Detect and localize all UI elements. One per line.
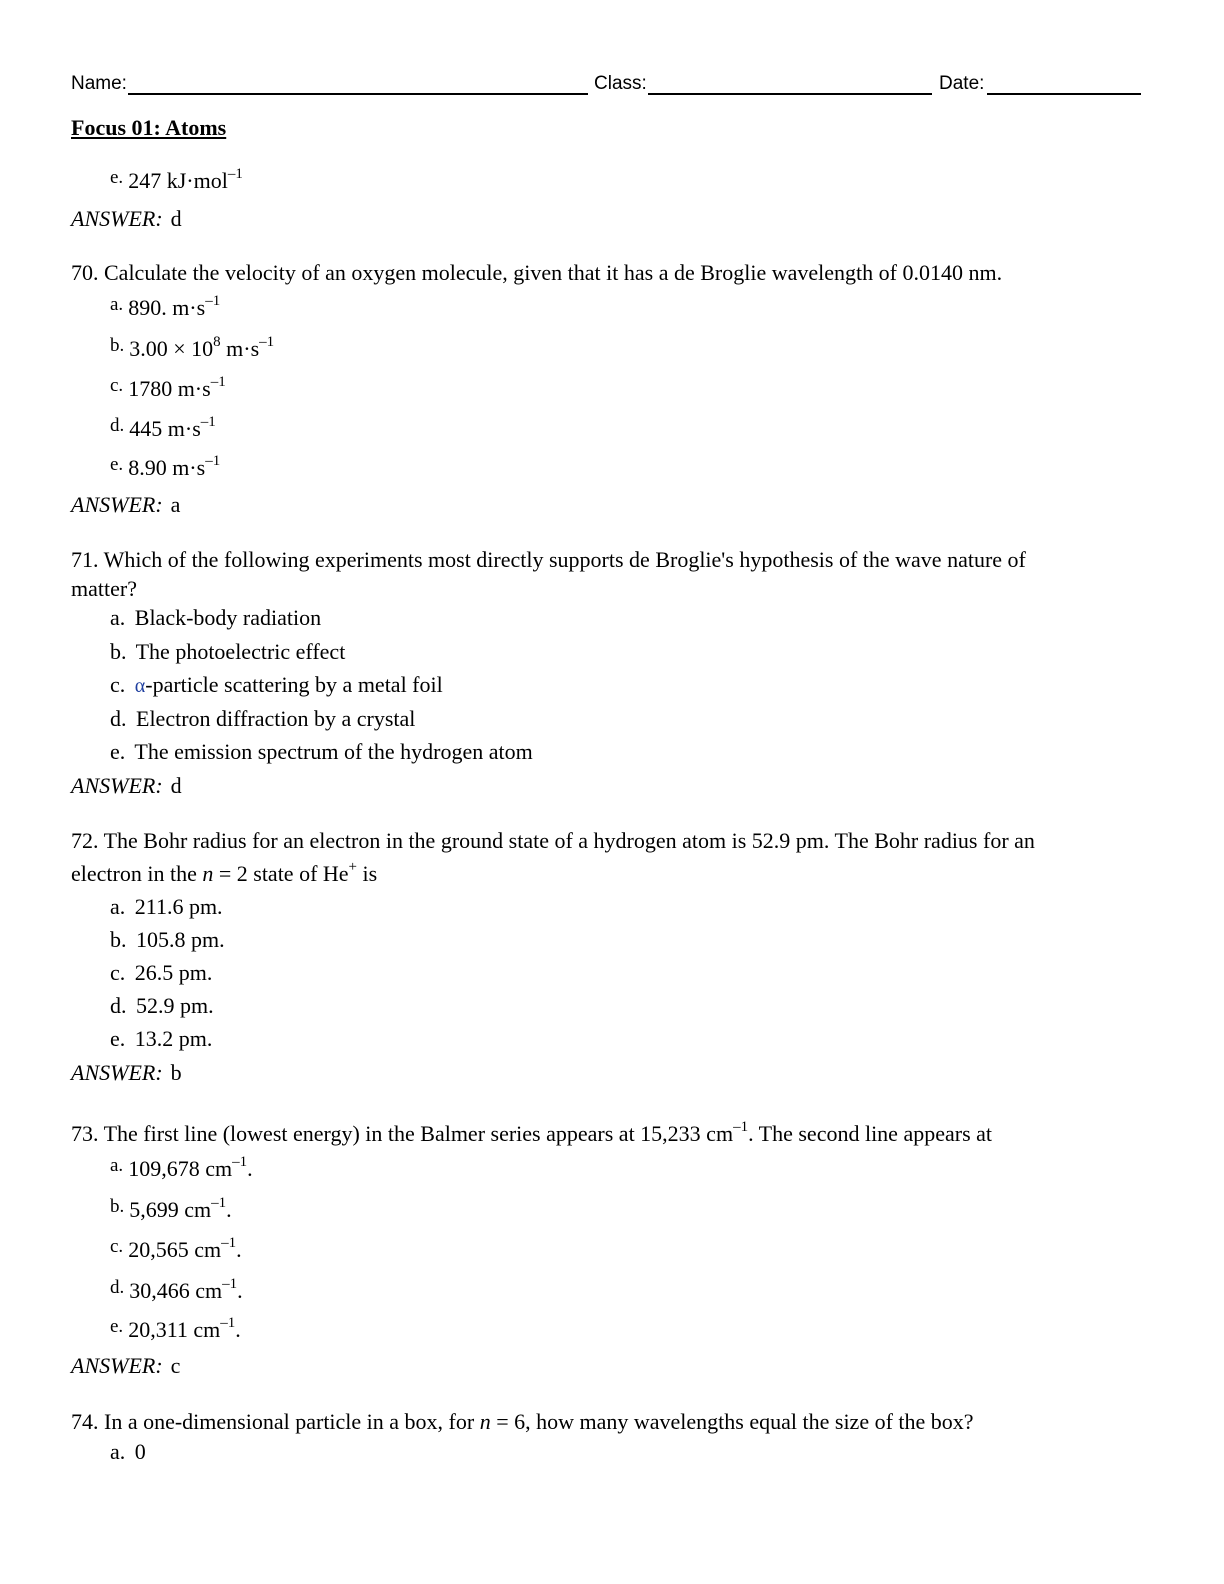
q70-option-a: a. 890. $m\cdot s^{-1}$ — [110, 292, 221, 320]
question-73: 73. The first line (lowest energy) in the Balmer series appears at 15,233 $cm^{-1}$. The second line appears at — [71, 1118, 993, 1146]
name-label: Name: — [71, 73, 127, 94]
option-e: e. 247 kJ·mol$^{-1}$ — [110, 165, 243, 193]
q73-option-c: c. 20,565 $cm^{-1}$. — [110, 1234, 242, 1262]
question-71-line2: matter? — [71, 576, 137, 601]
q73-answer: ANSWER: c — [71, 1353, 181, 1378]
q70-option-b: b. $3.00 \times 10^8$ $m\cdot s^{-1}$ — [110, 333, 275, 361]
q71-option-a: a. Black-body radiation — [110, 605, 322, 630]
q70-option-e: e. 8.90 $m\cdot s^{-1}$ — [110, 452, 221, 480]
question-72-line2: electron in the n = 2 state of He+ is — [71, 858, 378, 886]
q71-option-b: b. The photoelectric effect — [110, 639, 346, 664]
q71-option-c: c. α-particle scattering by a metal foil — [110, 672, 443, 697]
name-field[interactable] — [128, 93, 588, 95]
q72-option-a: a. 211.6 pm. — [110, 894, 223, 919]
q73-option-b: b. 5,699 $cm^{-1}$. — [110, 1194, 232, 1222]
class-label: Class: — [594, 73, 647, 94]
q71-option-e: e. The emission spectrum of the hydrogen atom — [110, 739, 533, 764]
date-field[interactable] — [987, 93, 1141, 95]
q73-option-e: e. 20,311 $cm^{-1}$. — [110, 1314, 241, 1342]
q72-answer: ANSWER: b — [71, 1060, 182, 1085]
date-label: Date: — [939, 73, 985, 94]
q70-option-c: c. 1780 $m\cdot s^{-1}$ — [110, 373, 226, 401]
question-72-line1: 72. The Bohr radius for an electron in the ground state of a hydrogen atom is 52.9 pm. The Bohr radius for an — [71, 828, 1035, 853]
question-71-line1: 71. Which of the following experiments most directly supports de Broglie's hypothesis of the wave nature of — [71, 547, 1026, 572]
question-74: 74. In a one-dimensional particle in a box, for n = 6, how many wavelengths equal the size of the box? — [71, 1409, 974, 1434]
q74-option-a: a. 0 — [110, 1439, 146, 1464]
q72-option-b: b. 105.8 pm. — [110, 927, 225, 952]
alpha-symbol: α — [134, 675, 146, 697]
q72-option-c: c. 26.5 pm. — [110, 960, 213, 985]
q72-option-d: d. 52.9 pm. — [110, 993, 214, 1018]
q73-option-a: a. 109,678 $cm^{-1}$. — [110, 1153, 253, 1181]
q71-option-d: d. Electron diffraction by a crystal — [110, 706, 416, 731]
q70-answer: ANSWER: a — [71, 492, 181, 517]
section-title: Focus 01: Atoms — [71, 115, 227, 140]
question-70: 70. Calculate the velocity of an oxygen molecule, given that it has a de Broglie wavelength of 0.0140 nm. — [71, 260, 1003, 285]
q72-option-e: e. 13.2 pm. — [110, 1026, 213, 1051]
class-field[interactable] — [648, 93, 932, 95]
answer-line: ANSWER: d — [71, 206, 182, 231]
q73-option-d: d. 30,466 $cm^{-1}$. — [110, 1275, 243, 1303]
q70-option-d: d. 445 $m\cdot s^{-1}$ — [110, 413, 216, 441]
q71-answer: ANSWER: d — [71, 773, 182, 798]
